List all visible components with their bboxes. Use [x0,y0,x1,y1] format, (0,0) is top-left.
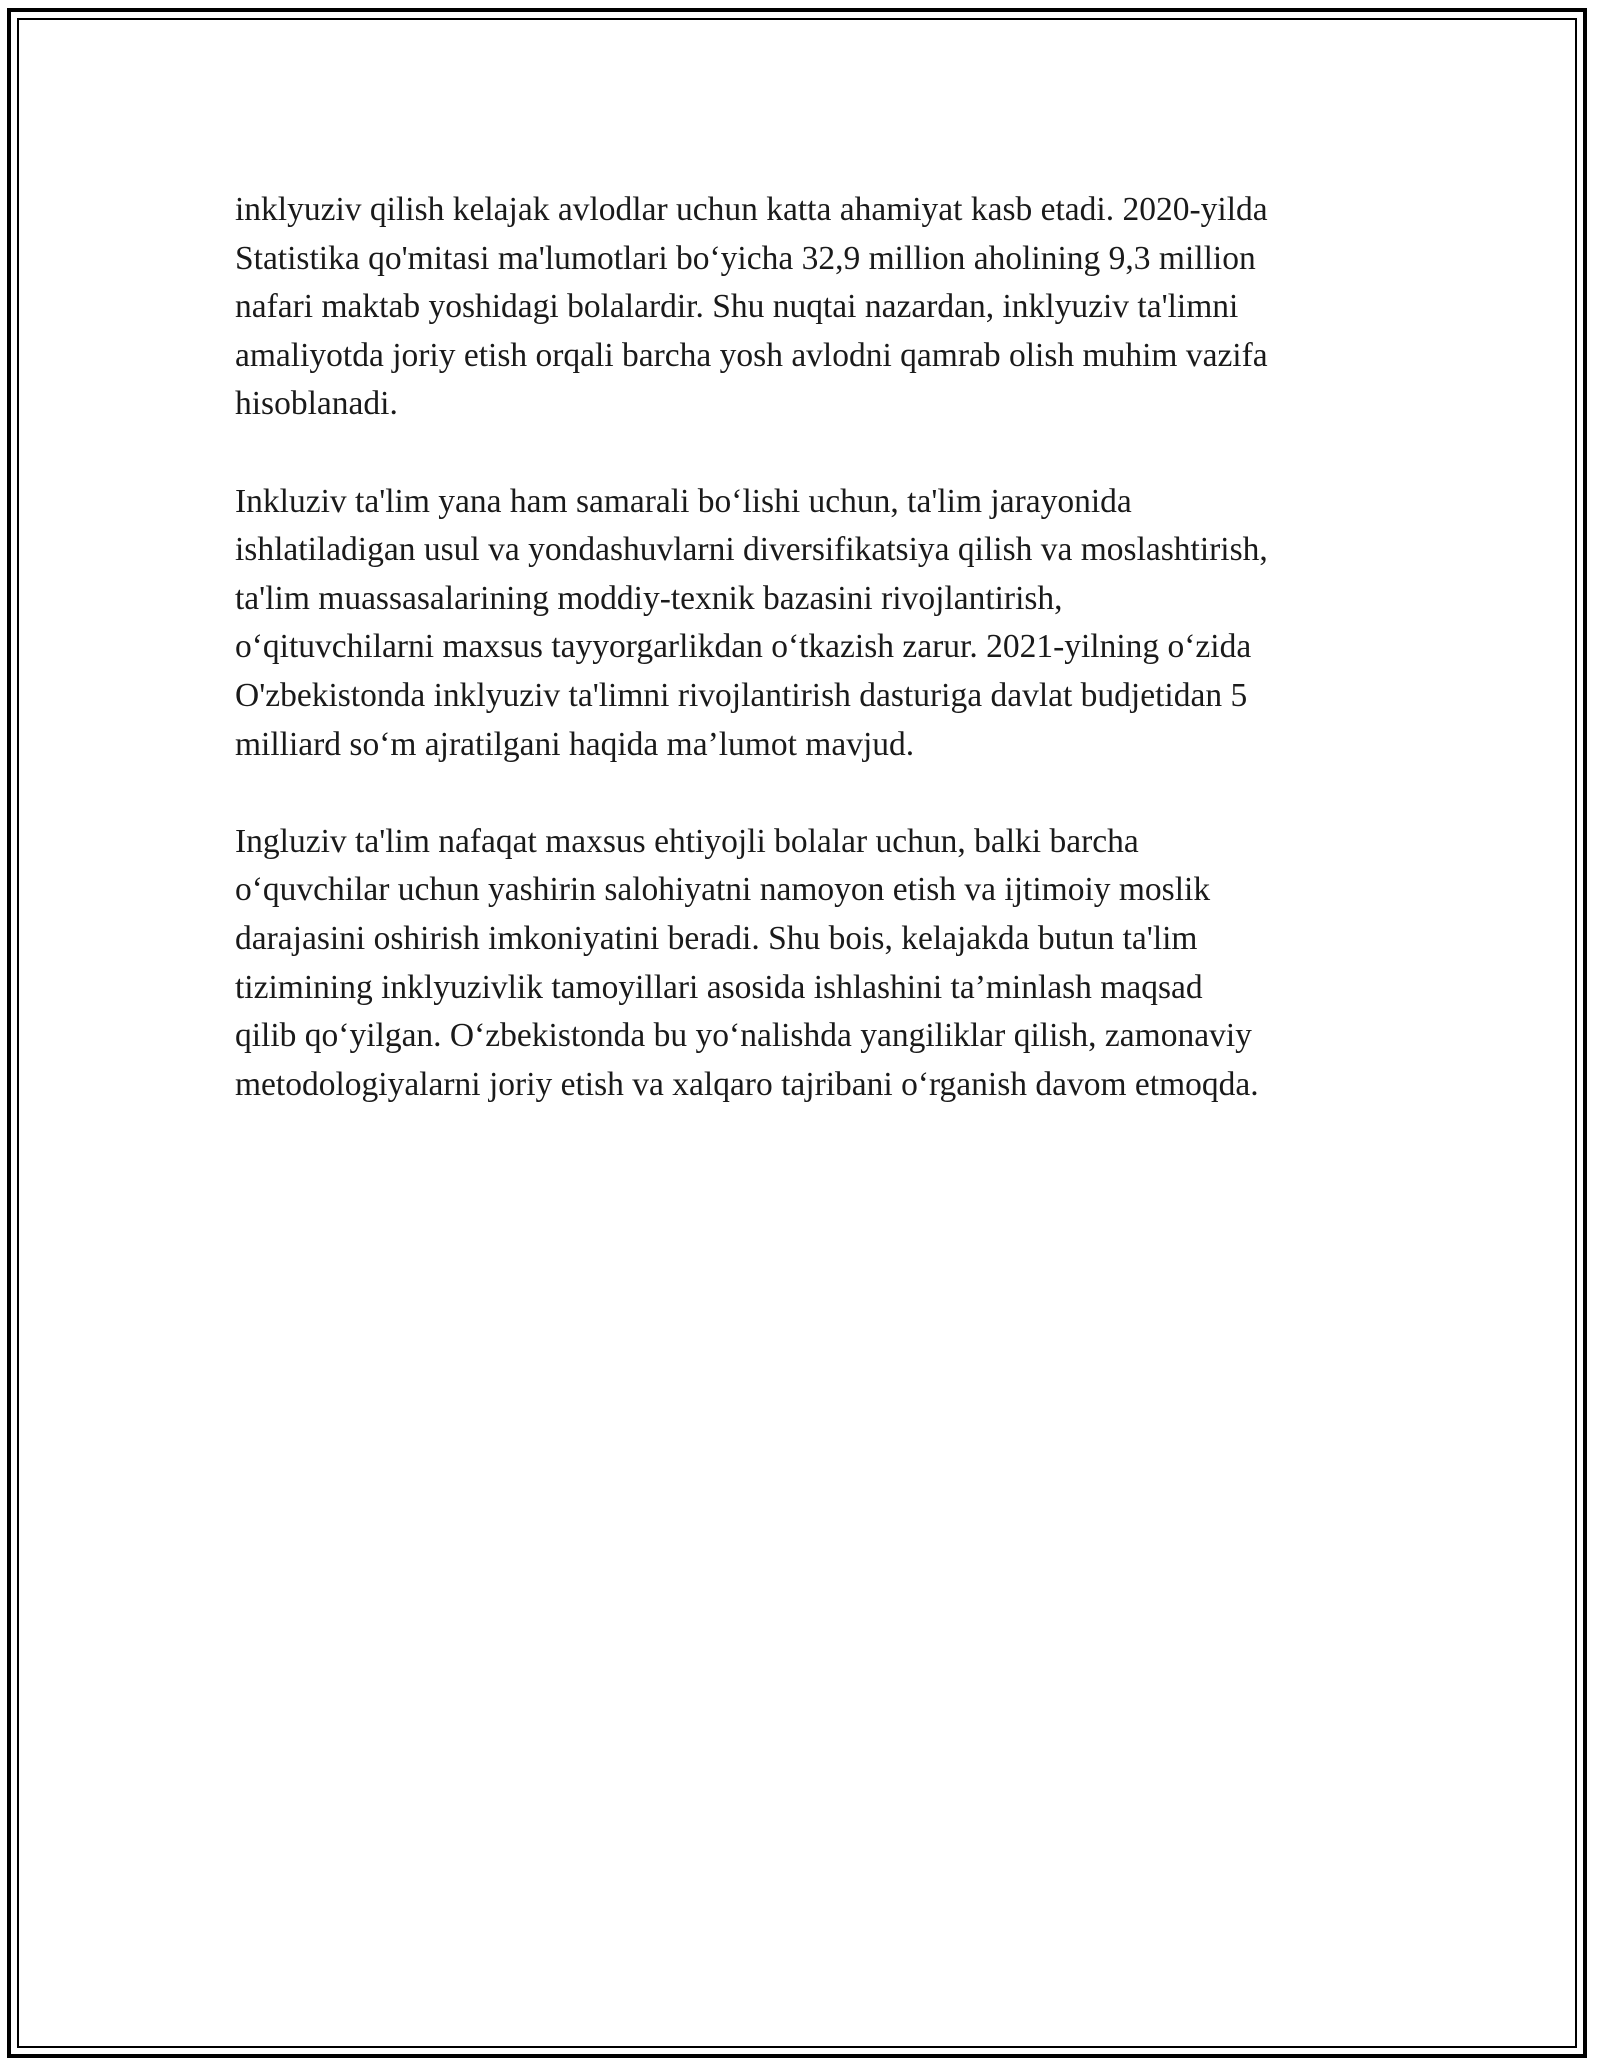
document-body [235,186,1405,1158]
paragraph-line: hisoblanadi. [235,385,398,423]
paragraph-3 [235,818,1405,1110]
paragraph-line: ishlatiladigan usul va yondashuvlarni diversifikatsiya qilish va moslashtirish, [235,531,1268,569]
paragraph-line: o‘qituvchilarni maxsus tayyorgarlikdan o‘tkazish zarur. 2021-yilning o‘zida [235,628,1252,666]
paragraph-line: ta'lim muassasalarining moddiy-texnik bazasini rivojlantirish, [235,579,1063,617]
paragraph-line: Inkluziv ta'lim yana ham samarali bo‘lishi uchun, ta'lim jarayonida [235,482,1132,520]
paragraph-line: qilib qo‘yilgan. O‘zbekistonda bu yo‘nalishda yangiliklar qilish, zamonaviy [235,1017,1252,1055]
paragraph-line: darajasini oshirish imkoniyatini beradi. Shu bois, kelajakda butun ta'lim [235,919,1198,957]
paragraph-2 [235,478,1405,770]
paragraph-line: Statistika qo'mitasi ma'lumotlari bo‘yicha 32,9 million aholining 9,3 million [235,239,1256,277]
paragraph-line: nafari maktab yoshidagi bolalardir. Shu nuqtai nazardan, inklyuziv ta'limni [235,288,1239,326]
paragraph-line: metodologiyalarni joriy etish va xalqaro tajribani o‘rganish davom etmoqda. [235,1065,1259,1103]
paragraph-line: milliard so‘m ajratilgani haqida ma’lumot mavjud. [235,725,915,763]
paragraph-line: Ingluziv ta'lim nafaqat maxsus ehtiyojli bolalar uchun, balki barcha [235,822,1139,860]
paragraph-line: O'zbekistonda inklyuziv ta'limni rivojlantirish dasturiga davlat budjetidan 5 [235,676,1248,714]
paragraph-line: o‘quvchilar uchun yashirin salohiyatni namoyon etish va ijtimoiy moslik [235,871,1211,909]
paragraph-line: tizimining inklyuzivlik tamoyillari asosida ishlashini ta’minlash maqsad [235,968,1203,1006]
paragraph-line: amaliyotda joriy etish orqali barcha yosh avlodni qamrab olish muhim vazifa [235,336,1268,374]
paragraph-line: inklyuziv qilish kelajak avlodlar uchun katta ahamiyat kasb etadi. 2020-yilda [235,191,1268,228]
paragraph-1 [235,186,1405,429]
